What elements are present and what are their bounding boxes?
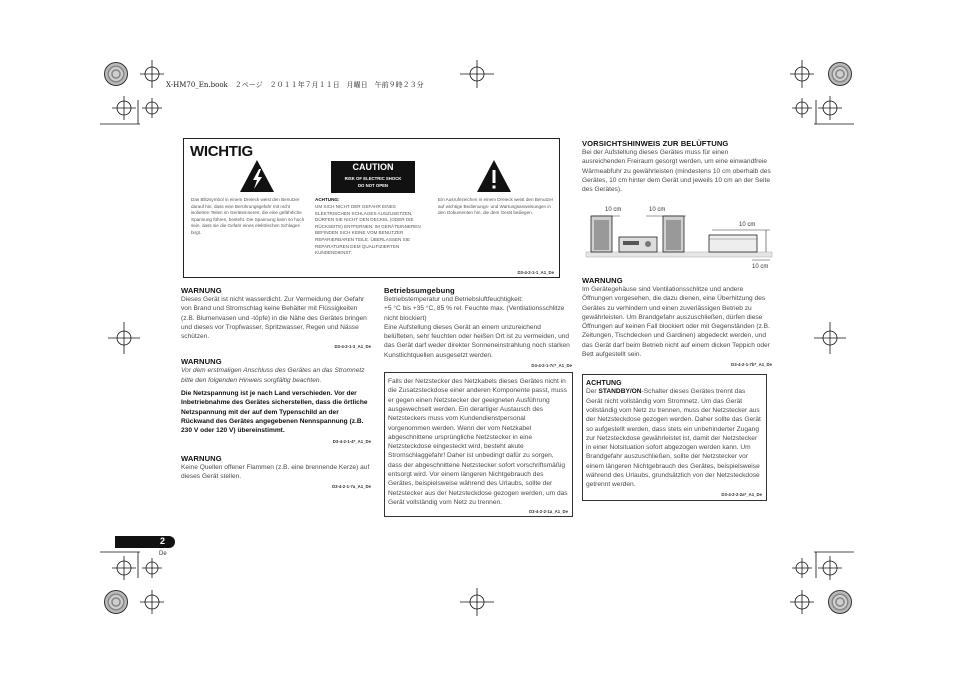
page-number-tab — [115, 536, 175, 548]
warnung-1-text: Dieses Gerät ist nicht wasserdicht. Zur Vermeidung der Gefahr von Brand und Stromschlag keine Behälter mit Flüssigkeiten (z.B. Blumenvasen und -töpfe) in die Nähe des Gerätes bringen und dieses vor Tropfwasser, Spritzwasser, Regen und Nässe schützen. — [181, 296, 367, 341]
exclamation-explanation: Ein Ausrufezeichen in einem Dreieck weist den Benutzer auf wichtige Bedienungs- und Wartungsanweisungen in den Dokumenten hin, die dem Gerät beiliegen. — [438, 197, 554, 216]
diagram-label-right: 10 cm — [649, 207, 666, 213]
netzstecker-text: Falls der Netzstecker des Netzkabels dieses Gerätes nicht in die Zusatzsteckdose einer anderen Komponente passt, muss er gegen einen Netzstecker der geeigneten Ausführung ausgewechselt werden. Ein derartiger Austausch des Netzsteckers muss vom Kundendienstpersonal vorgenommen werden. Wenn der vom Netzkabel abgeschnittene ursprüngliche Netzstecker in eine Netzsteckdose eingesteckt wird, besteht akute Stromschlaggefahr! Daher ist unbedingt dafür zu sorgen, dass der abgeschnittene Netzstecker sofort vorschriftsmäßig entsorgt wird. Vor einem längeren Nichtgebrauch des Gerätes, beispielsweise während des Urlaubs, sollte der Netzstecker aus der Netzsteckdose gezogen werden, um das Gerät vollständig vom Netz zu trennen. — [388, 378, 568, 506]
caution-sub-2: DO NOT OPEN — [357, 183, 389, 188]
betriebsumgebung-heading: Betriebsumgebung — [384, 286, 455, 295]
caution-title: CAUTION — [352, 162, 394, 172]
standby-button-name: STANDBY/ON — [598, 388, 642, 396]
warnung-3-text: Keine Quellen offener Flammen (z.B. eine brennende Kerze) auf dieses Gerät stellen. — [181, 463, 370, 480]
wichtig-box — [183, 138, 560, 278]
caution-label — [331, 161, 415, 193]
color-target-top-left — [104, 62, 128, 86]
column-2 — [384, 286, 572, 517]
warnung-3-heading: WARNUNG — [181, 453, 222, 463]
standby-code: D3-4-2-2-2a*_A1_De — [721, 491, 762, 497]
warnung-3-code: D3-4-2-1-7a_A1_De — [332, 484, 371, 490]
achtung-heading: ACHTUNG: — [315, 197, 340, 202]
color-target-bottom-right — [828, 590, 852, 614]
column-1 — [181, 286, 371, 489]
warnung-2-italic: Vor dem erstmaligen Anschluss des Gerätes an das Stromnetz bitte den folgenden Hinweis sorgfältig beachten. — [181, 367, 365, 384]
belueftung-heading: VORSICHTSHINWEIS ZUR BELÜFTUNG — [582, 139, 729, 148]
standby-text-post: -Schalter dieses Gerätes trennt das Gerät nicht vollständig vom Stromnetz. Um das Gerät vollständig vom Netz zu trennen, muss der Netzstecker aus der Netzsteckdose gezogen werden. Daher sollte das Gerät so aufgestellt werden, dass stets ein unbehinderter Zugang zur Netzsteckdose gewährleistet ist, damit der Netzstecker in einer Notsituation sofort abgezogen werden kann. Um Brandgefahr auszuschließen, sollte der Netzstecker vor einem längeren Nichtgebrauch des Gerätes, beispielsweise während des Urlaubs, grundsätzlich von der Netzsteckdose getrennt werden. — [586, 388, 761, 489]
warnung-belueftung-heading: WARNUNG — [582, 276, 623, 285]
standby-box — [582, 374, 767, 500]
lightning-warning-icon — [239, 159, 275, 193]
exclamation-warning-icon — [476, 159, 512, 193]
achtung-text: UM SICH NICHT DER GEFAHR EINES ELEKTRISCHEN SCHLAGES AUSZUSETZEN, DÜRFEN SIE NICHT DEN DECKEL (ODER DIE RÜCKSEITE) ENTFERNEN. IM GERÄTEINNEREN BEFINDEN SICH KEINE VOM BENUTZER REPARIERBAREN TEILE. ÜBERLASSEN SIE REPARATUREN DEM QUALIFIZIERTEN KUNDENDIENST. — [315, 204, 421, 256]
page-number: 2 — [159, 536, 165, 546]
diagram-label-back: 10 cm — [752, 264, 769, 270]
lightning-explanation: Das Blitzsymbol in einem Dreieck weist den Benutzer darauf hin, dass eine Berührungsgefahr mit nicht isolierten Teilen im Geräteinneren, die eine gefährliche Spannung führen, besteht. Die Spannung kann so hoch sein, dass sie die Gefahr eines elektrischen Schlages birgt. — [191, 197, 305, 235]
netzstecker-code: D3-4-2-2-1a_A1_De — [529, 509, 568, 515]
betriebsumgebung-text-3: Eine Aufstellung dieses Gerät an einem unzureichend belüfteten, sehr feuchten oder heißen Ort ist zu vermeiden, und das Gerät darf weder direkter Sonneneinstrahlung noch starken Kunstlichtquellen ausgesetzt werden. — [384, 323, 570, 359]
column-3-lower — [582, 276, 772, 501]
diagram-label-top: 10 cm — [739, 222, 756, 228]
betriebsumgebung-code: D3-4-2-1-7c*_A1_De — [531, 363, 572, 369]
warnung-2-heading: WARNUNG — [181, 357, 222, 367]
betriebsumgebung-text-1: Betriebstemperatur und Betriebsluftfeuchtigkeit: — [384, 296, 523, 303]
warnung-1-code: D3-4-2-1-3_A1_De — [334, 344, 371, 350]
column-3 — [582, 139, 772, 194]
color-target-top-right — [828, 62, 852, 86]
warnung-belueftung-text: Im Gerätegehäuse sind Ventilationsschlitze und andere Öffnungen vorgesehen, die dazu dienen, eine Überhitzung des Gerätes zu verhindern und einen zuverlässigen Betrieb zu gewährleisten. Um Brandgefahr auszuschließen, dürfen diese Öffnungen auf keinen Fall blockiert oder mit Gegenständen (z.B. Zeitungen, Tischdecken und Gardinen) abgedeckt werden, und das Gerät darf beim Betrieb nicht auf einem dicken Teppich oder Bett aufgestellt sein. — [582, 286, 770, 359]
belueftung-text: Bei der Aufstellung dieses Gerätes muss für einen ausreichenden Freiraum gesorgt werden, um eine einwandfreie Wärmeabfuhr zu gewährleisten (mindestens 10 cm oberhalb des Gerätes, 10 cm hinter dem Gerät und jeweils 10 cm an der Seite des Gerätes). — [582, 149, 771, 194]
page-language: De — [159, 551, 167, 557]
file-header-line: X-HM70_En.book ２ページ ２０１１年７月１１日 月曜日 午前９時２３分 — [166, 81, 424, 89]
ventilation-diagram — [582, 202, 774, 272]
warnung-1-heading: WARNUNG — [181, 286, 222, 295]
warnung-belueftung-code: D3-4-2-1-7b*_A1_De — [731, 362, 772, 368]
warnung-2-bold: Die Netzspannung ist je nach Land verschieden. Vor der Inbetriebnahme des Gerätes sicherstellen, dass die örtliche Netzspannung mit der auf dem Typenschild an der Rückwand des Gerätes angegebenen Nennspannung (z.B. 230 V oder 120 V) übereinstimmt. — [181, 390, 368, 435]
color-target-bottom-left — [104, 590, 128, 614]
wichtig-title: WICHTIG — [190, 143, 253, 160]
diagram-label-left: 10 cm — [605, 207, 622, 213]
standby-text — [586, 387, 762, 489]
caution-sub-1: RISK OF ELECTRIC SHOCK — [344, 176, 402, 181]
wichtig-code: D3-4-2-1-1_A1_De — [517, 270, 554, 275]
standby-text-pre: Der — [586, 388, 599, 396]
standby-heading: ACHTUNG — [586, 380, 622, 388]
betriebsumgebung-text-2: +5 °C bis +35 °C, 85 % rel. Feuchte max. (Ventilationsschlitze nicht blockiert) — [384, 305, 565, 322]
warnung-2-code: D3-4-2-1-4*_A1_De — [332, 438, 371, 444]
netzstecker-box — [384, 372, 573, 517]
